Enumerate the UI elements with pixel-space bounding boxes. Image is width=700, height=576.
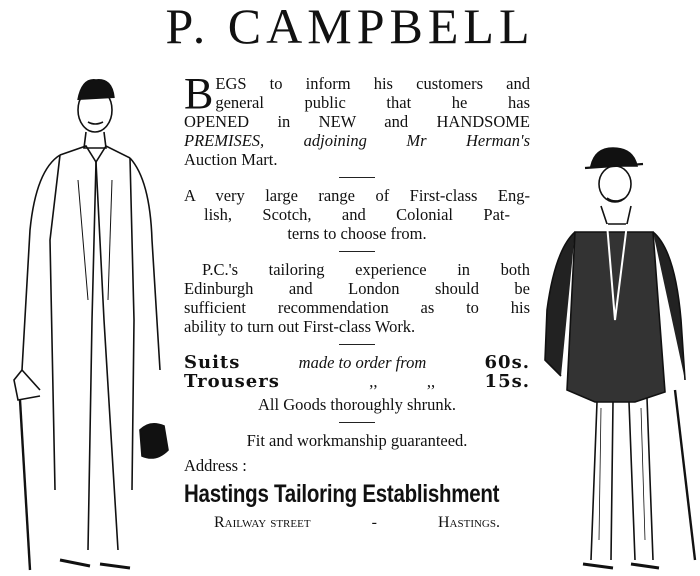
man-bowler-hat-illustration bbox=[535, 140, 700, 576]
suits-label: Suits bbox=[184, 352, 241, 373]
advertiser-name-title: P. CAMPBELL bbox=[165, 0, 535, 54]
separator-rule bbox=[339, 177, 375, 178]
range-line: lish, Scotch, and Colonial Pat- bbox=[204, 205, 510, 224]
range-line: terns to choose from. bbox=[287, 224, 427, 243]
man-frock-coat-illustration bbox=[0, 70, 185, 576]
range-line: A very large range of First-class Eng- bbox=[184, 186, 530, 205]
street-dash: - bbox=[371, 514, 377, 531]
address-label: Address : bbox=[184, 456, 247, 475]
separator-rule bbox=[339, 344, 375, 345]
intro-line: EGS to inform his customers and bbox=[215, 74, 530, 93]
town-name: Hastings. bbox=[437, 514, 500, 531]
intro-dropcap: B bbox=[184, 69, 214, 118]
experience-line: Edinburgh and London should be bbox=[184, 279, 530, 298]
experience-line: ability to turn out First-class Work. bbox=[184, 317, 416, 336]
separator-rule bbox=[339, 422, 375, 423]
ditto-mark: ,, bbox=[426, 372, 436, 391]
trousers-label: Trousers bbox=[184, 371, 280, 392]
suits-text: made to order from bbox=[298, 353, 427, 372]
separator-rule bbox=[339, 251, 375, 252]
intro-line: general public that he has bbox=[215, 93, 530, 112]
experience-paragraph bbox=[184, 260, 530, 336]
intro-line: Auction Mart. bbox=[184, 150, 278, 169]
guarantee-note: Fit and workmanship guaranteed. bbox=[246, 431, 468, 450]
street-name: Railway street bbox=[214, 514, 311, 531]
intro-line: PREMISES, adjoining Mr Herman's bbox=[184, 131, 530, 150]
experience-line: P.C.'s tailoring experience in both bbox=[202, 260, 530, 279]
suits-price-row bbox=[184, 353, 530, 372]
intro-paragraph bbox=[184, 69, 530, 169]
shrunk-note: All Goods thoroughly shrunk. bbox=[258, 395, 456, 414]
street-address bbox=[184, 513, 530, 532]
intro-line: OPENED in NEW and HANDSOME bbox=[184, 112, 530, 131]
ditto-mark: ,, bbox=[369, 372, 378, 391]
experience-line: sufficient recommendation as to his bbox=[184, 298, 530, 317]
trousers-price: 15s. bbox=[484, 371, 530, 392]
advertisement-text-column bbox=[184, 69, 530, 532]
trousers-price-row bbox=[184, 372, 530, 391]
suits-price: 60s. bbox=[484, 352, 530, 373]
firm-name: Hastings Tailoring Establishment bbox=[184, 480, 500, 508]
range-paragraph bbox=[184, 186, 530, 243]
